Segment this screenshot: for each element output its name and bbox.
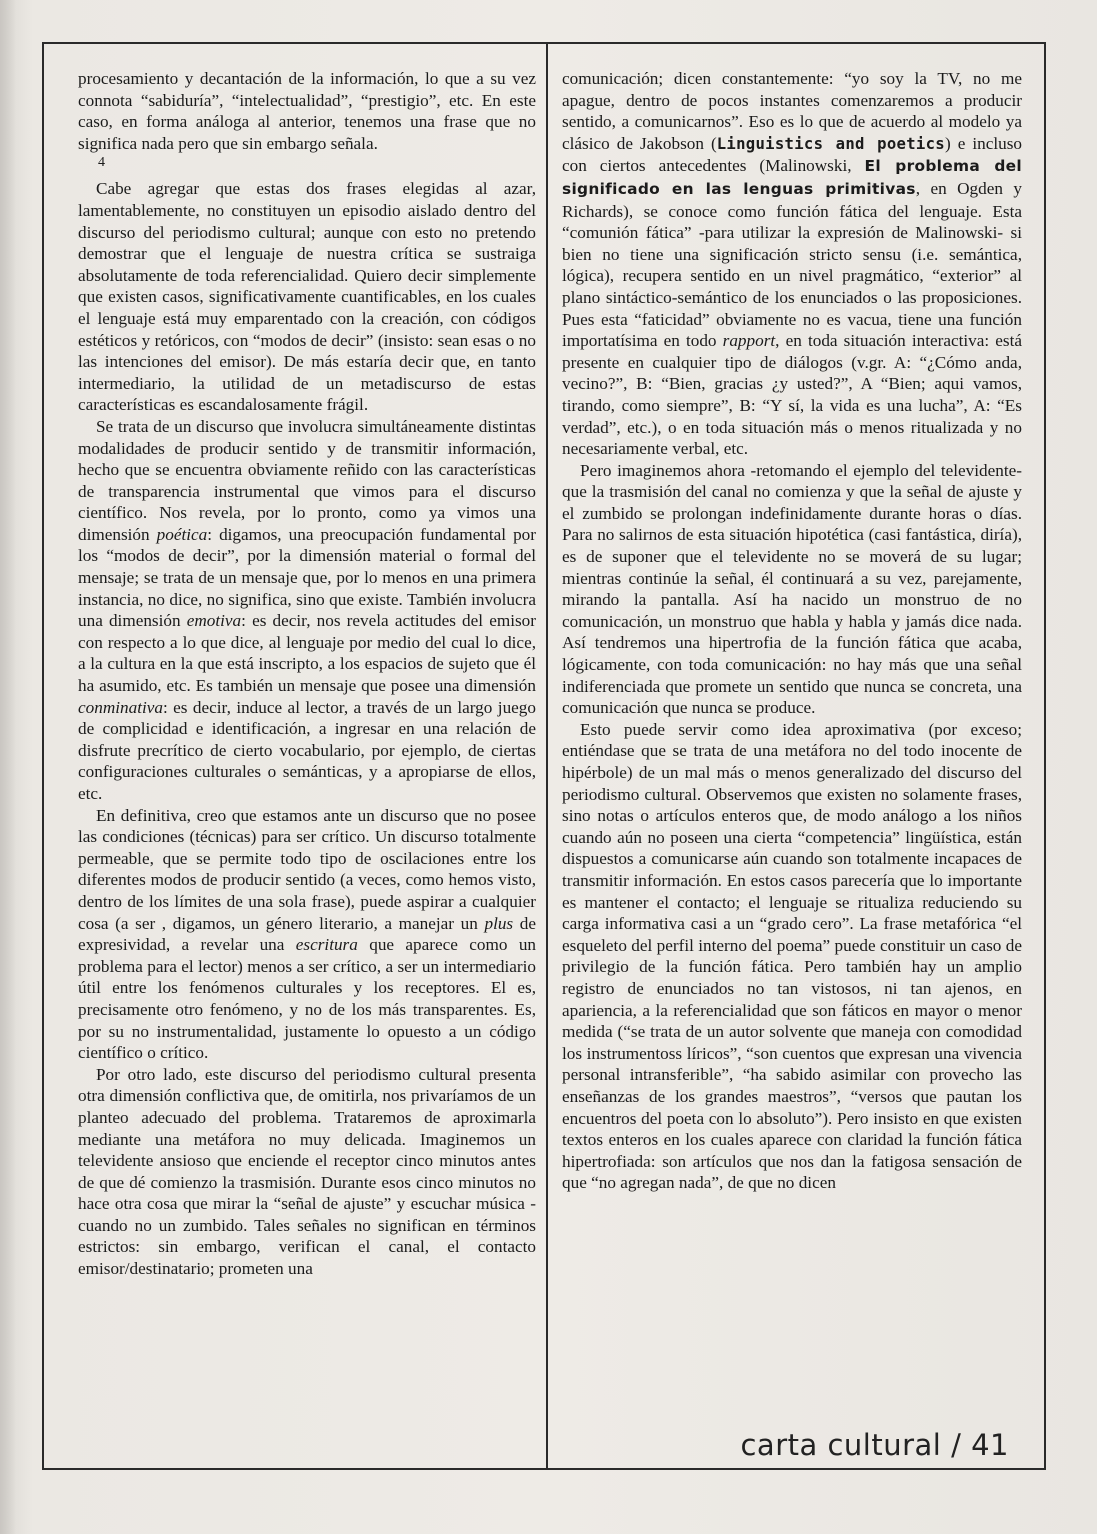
text-run: En definitiva, creo que estamos ante un discurso que no posee las condiciones (técnicas) para ser crítico. Un discurso totalmente permeable, que se permite todo tipo de oscilaciones entre los diferentes modos de producir sentido (a veces, como hemos visto, dentro de los límites de una sola frase), puede aspirar a cualquier cosa (a ser , digamos, un género literario, a manejar un: [78, 805, 536, 933]
text-run: comunicación; dicen constantemente: “yo soy la TV, no me apague, dentro de pocos instantes comenzaremos a producir sentido, a comunicarnos”. Eso es lo que de acuerdo al modelo ya clásico de Jakobson (: [562, 69, 1022, 153]
text-run: que aparece como un problema para el lector) menos a ser crítico, a ser un intermediario útil entre los fenómenos culturales y los receptores. El es, precisamente otro fenómeno, y no de los más transparentes. Es, por su no instrumentalidad, justamente lo opuesto a un código científico o crítico.: [78, 935, 536, 1063]
paragraph: Pero imaginemos ahora -retomando el ejemplo del televidente- que la trasmisión del canal no comienza y que la señal de ajuste y el zumbido se prolongan indefinidamente durante horas o días. Para no salirnos de esta situación hipotética (casi fantástica, diría), es de suponer que el televidente no se moverá de su lugar; mientras continúe la señal, él continuará a su vez, parejamente, mirando la pantalla. Así ha nacido un monstruo de no comunicación, un monstruo que habla y habla y jamás dice nada. Así tendremos una hipertrofia de la función fática que acaba, lógicamente, con toda comunicación: no hay más que una señal indiferenciada que promete un sentido que nunca se concreta, una comunicación que nunca se produce.: [562, 460, 1022, 718]
page-number: 41: [971, 1428, 1009, 1462]
footer-separator: /: [941, 1428, 972, 1462]
paragraph: [78, 416, 536, 805]
emphasis: plus: [484, 913, 514, 933]
emphasis: conminativa: [78, 697, 163, 717]
reference-title: El problema del significado en las lenguas primitivas: [562, 157, 1022, 198]
paragraph: Por otro lado, este discurso del periodismo cultural presenta otra dimensión conflictiva que, de omitirla, nos privaríamos de un planteo adecuado del problema. Trataremos de aproximarla mediante una metáfora no muy delicada. Imaginemos un televidente ansioso que enciende el receptor cinco minutos antes de que dé comienzo la trasmisión. Durante esos cinco minutos no hace otra cosa que mirar la “señal de ajuste” y escuchar música -cuando no un zumbido. Tales señales no significan en términos estrictos: sin embargo, verifican el canal, el contacto emisor/destinatario; prometen una: [78, 1064, 536, 1279]
emphasis: emotiva: [186, 611, 242, 631]
column-divider: [546, 42, 548, 1470]
text-run: , en Ogden y Richards), se conoce como función fática del lenguaje. Esta “comunión fática” -para utilizar la expresión de Malinowski- si bien no tiene una significación stricto sensu (i.e. semántica, lógica), recupera sentido en un nivel pragmático, “exterior” al plano sintáctico-semántico de los enunciados o las proposiciones. Pues esta “faticidad” obviamente no es vacua, tiene una función importatísima en todo: [562, 178, 1022, 351]
footnote-mark: 4: [98, 155, 105, 171]
paragraph: procesamiento y decantación de la información, lo que a su vez connota “sabiduría”, “intelectualidad”, “prestigio”, etc. En este caso, en forma análoga al anterior, tenemos una frase que no significa nada pero que sin embargo señala.: [78, 69, 536, 153]
text-run: Se trata de un discurso que involucra simultáneamente distintas modalidades de producir sentido y de transmitir información, hecho que se encuentra obviamente reñido con las características de transparencia instrumental que vimos para el discurso científico. Nos revela, por lo pronto, como ya vimos una dimensión: [78, 416, 536, 544]
left-column: [78, 68, 536, 1458]
binding-shadow: [0, 0, 16, 1534]
emphasis: rapport: [722, 331, 776, 351]
paragraph: [78, 805, 536, 1064]
text-run: , en toda situación interactiva: está presente en cualquier tipo de diálogos (v.gr. A: “¿Cómo anda, vecino?”, B: “Bien, gracias ¿y usted?”, A “Bien; aqui vamos, tirando, como siempre”, B: “Y sí, la vida es una lucha”, A: “Es verdad”, etc.), o en toda situación más o menos ritualizada y no necesariamente verbal, etc.: [562, 331, 1022, 459]
emphasis: poética: [156, 524, 208, 544]
text-run: : es decir, induce al lector, a través de un largo juego de complicidad e identificación, a ingresar en una relación de disfrute precrítico de cierto vocabulario, por ejemplo, de ciertas configuraciones culturales o semánticas, y a apropiarse de ellos, etc.: [78, 697, 536, 803]
reference-title: Linguistics and poetics: [716, 134, 945, 153]
emphasis: escritura: [295, 935, 358, 955]
right-column: [562, 68, 1022, 1458]
text-run: : es decir, nos revela actitudes del emisor con respecto a lo que dice, al lenguaje por medio del cual lo dice, a la cultura en la que está inscripto, a los espacios de sujeto que él ha asumido, etc. Es también un mensaje que posee una dimensión: [78, 611, 536, 696]
paragraph: [562, 68, 1022, 460]
paragraph: Esto puede servir como idea aproximativa (por exceso; entiéndase que se trata de una metáfora no del todo inocente de hipérbole) de un mal más o menos generalizado del discurso del periodismo cultural. Observemos que existen no solamente frases, sino notas o artículos enteros que, de modo análogo a los niños cuando aún no poseen una cierta “competencia” lingüística, están dispuestos a comunicarse aún cuando son totalmente incapaces de transmitir información. En estos casos parecería que lo importante es mantener el contacto; el lenguaje se ritualiza reduciendo su carga informativa casi a un “grado cero”. La frase metafórica “el esqueleto del perfil interno del poema” puede constituir un caso de privilegio de la función fática. Pero también hay un amplio registro de enunciados no tan vistosos, ni tan ajenos, en apariencia, a la referencialidad que son fáticos en mayor o menor medida (“se trata de un autor solvente que maneja con comodidad los instrumentoss líricos”, “son cuentos que expresan una vivencia personal intransferible”, “ha sabido asimilar con provecho las enseñanzas de los grandes maestros”, “versos que pautan los encuentros del poeta con lo absoluto”). Pero insisto en que existen textos enteros en los cuales aparece con claridad la función fática hipertrofiada: son artículos que nos dan la fatigosa sensación de que “no agregan nada”, de que no dicen: [562, 719, 1022, 1193]
magazine-name: carta cultural: [740, 1428, 942, 1462]
text-run: ) e incluso con ciertos antecedentes (Malinowski,: [562, 133, 1022, 176]
paragraph: Cabe agregar que estas dos frases elegidas al azar, lamentablemente, no constituyen un episodio aislado dentro del discurso del periodismo cultural; aunque con esto no pretendo demostrar que el lenguaje de nuestra crítica se sustraiga absolutamente de toda referencialidad. Quiero decir simplemente que existen casos, significativamente cuantificables, en los cuales el lenguaje está muy emparentado con la creación, con códigos estéticos y retóricos, con “modos de decir” (insisto: sean esas o no las intenciones del emisor). De más estaría decir que, en tanto intermediario, la utilidad de un metadiscurso de estas características es escandalosamente frágil.: [78, 179, 536, 415]
page-footer: [629, 1428, 1009, 1462]
text-run: : digamos, una preocupación fundamental por los “modos de decir”, por la dimensión material o formal del mensaje; se trata de un mensaje que, por lo menos en una primera instancia, no dice, no significa, sino que existe. También involucra una dimensión: [78, 524, 536, 631]
text-run: de expresividad, a revelar una: [78, 913, 536, 955]
